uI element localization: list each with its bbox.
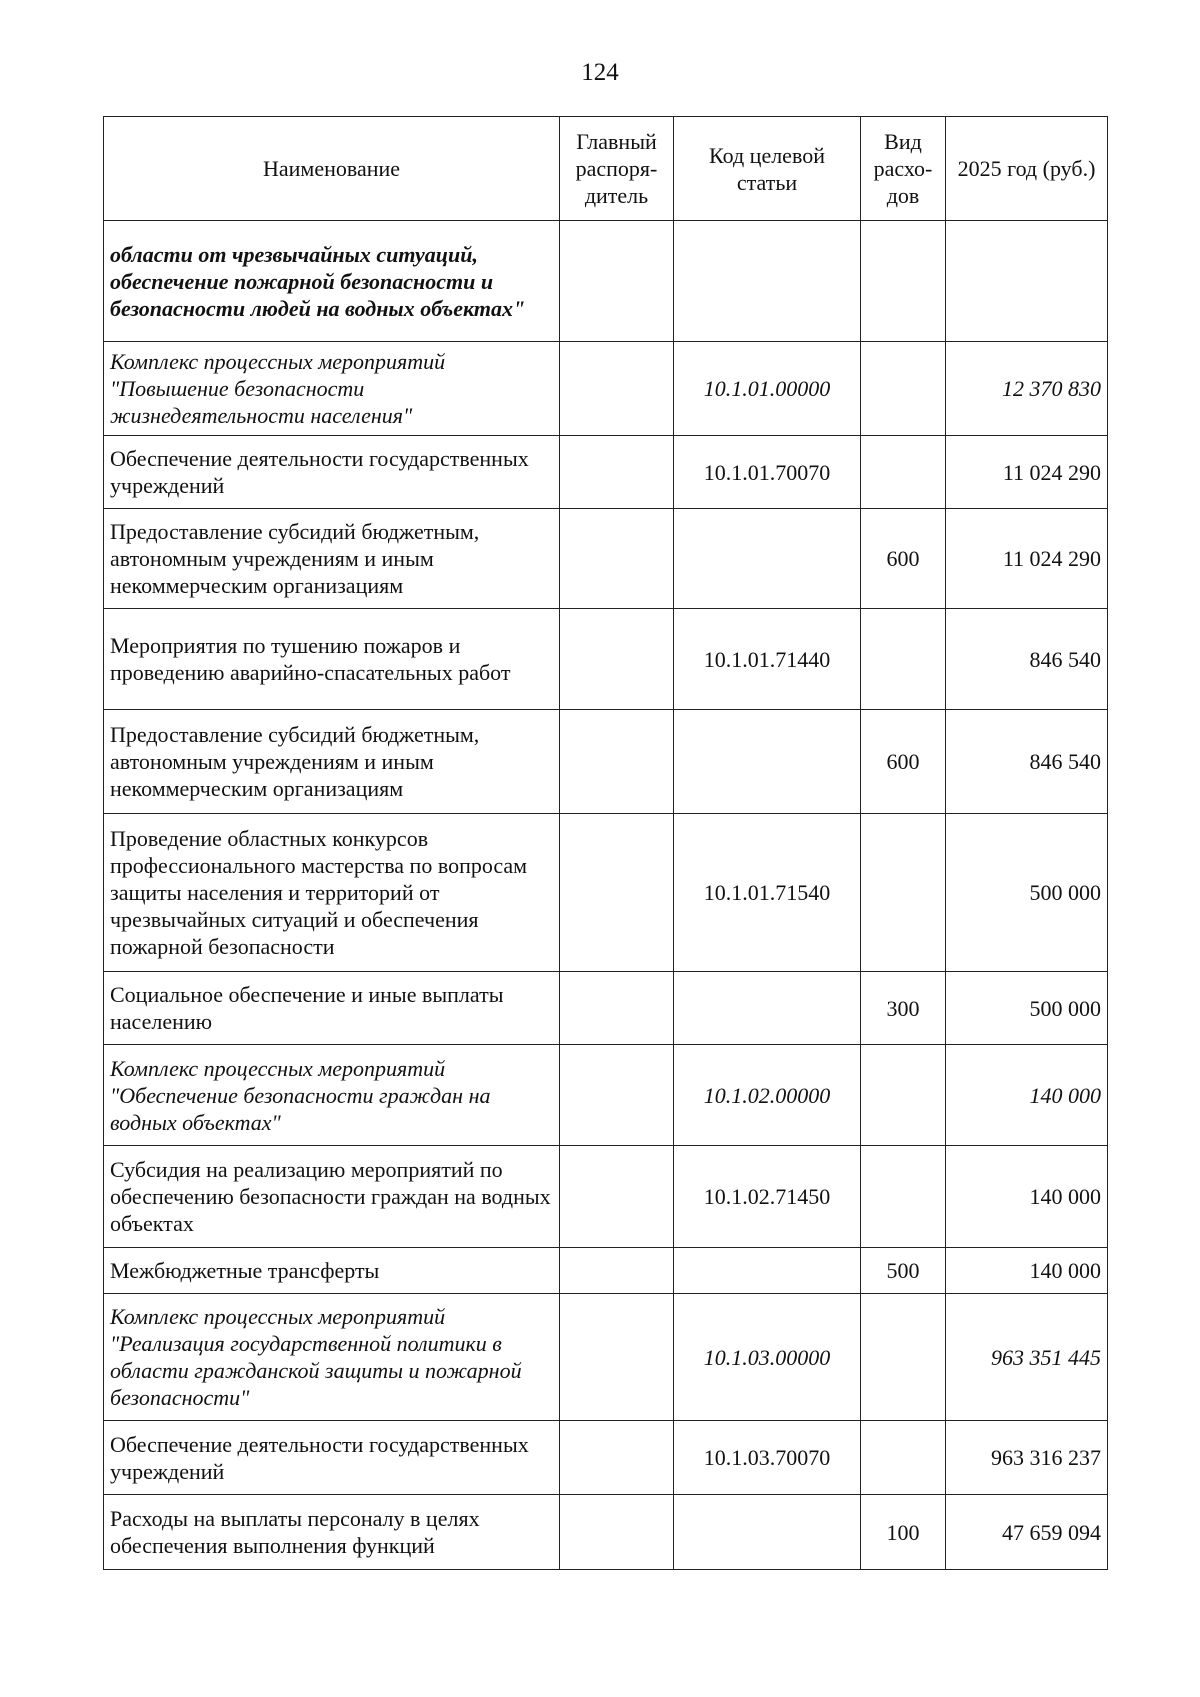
row-sum: 500 000 [946, 972, 1108, 1045]
row-name: Межбюджетные трансферты [104, 1248, 560, 1294]
row-sum: 500 000 [946, 814, 1108, 972]
row-code [674, 710, 861, 814]
row-name: Расходы на выплаты персоналу в целях обеспечения выполнения функций [104, 1495, 560, 1570]
row-name: Обеспечение деятельности государственных учреждений [104, 1421, 560, 1495]
table-row [104, 342, 1108, 436]
row-admin [560, 436, 674, 509]
row-admin [560, 509, 674, 609]
row-code [674, 1495, 861, 1570]
row-kind [861, 1146, 946, 1248]
row-kind: 600 [861, 710, 946, 814]
row-kind [861, 436, 946, 509]
table-row [104, 1495, 1108, 1570]
row-code: 10.1.01.70070 [674, 436, 861, 509]
row-sum: 140 000 [946, 1045, 1108, 1146]
row-admin [560, 1146, 674, 1248]
table-row [104, 509, 1108, 609]
row-admin [560, 1421, 674, 1495]
row-sum: 963 316 237 [946, 1421, 1108, 1495]
row-kind [861, 1045, 946, 1146]
row-name: Предоставление субсидий бюджетным, автономным учреждениям и иным некоммерческим организациям [104, 509, 560, 609]
row-kind [861, 1294, 946, 1421]
row-kind: 500 [861, 1248, 946, 1294]
row-code [674, 1248, 861, 1294]
table-row [104, 436, 1108, 509]
row-admin [560, 342, 674, 436]
row-kind [861, 342, 946, 436]
row-code: 10.1.02.71450 [674, 1146, 861, 1248]
row-sum: 140 000 [946, 1248, 1108, 1294]
header-admin: Главный распоря-дитель [560, 117, 674, 221]
budget-table [103, 116, 1108, 1570]
row-admin [560, 710, 674, 814]
row-kind [861, 221, 946, 342]
row-name: Предоставление субсидий бюджетным, автономным учреждениям и иным некоммерческим организациям [104, 710, 560, 814]
table-row [104, 221, 1108, 342]
row-name: области от чрезвычайных ситуаций, обеспечение пожарной безопасности и безопасности людей на водных объектах" [104, 221, 560, 342]
row-name: Комплекс процессных мероприятий "Повышение безопасности жизнедеятельности населения" [104, 342, 560, 436]
row-admin [560, 814, 674, 972]
table-row [104, 972, 1108, 1045]
row-name: Комплекс процессных мероприятий "Обеспечение безопасности граждан на водных объектах" [104, 1045, 560, 1146]
table-row [104, 1045, 1108, 1146]
header-kind: Вид расхо-дов [861, 117, 946, 221]
row-sum: 47 659 094 [946, 1495, 1108, 1570]
row-admin [560, 1248, 674, 1294]
row-name: Субсидия на реализацию мероприятий по обеспечению безопасности граждан на водных объектах [104, 1146, 560, 1248]
row-code: 10.1.01.71440 [674, 609, 861, 710]
row-kind [861, 814, 946, 972]
page-number: 124 [581, 59, 619, 86]
row-admin [560, 1294, 674, 1421]
row-sum: 11 024 290 [946, 509, 1108, 609]
row-sum [946, 221, 1108, 342]
table-header-row [104, 117, 1108, 221]
row-admin [560, 221, 674, 342]
row-admin [560, 1045, 674, 1146]
row-admin [560, 972, 674, 1045]
row-code [674, 509, 861, 609]
row-admin [560, 1495, 674, 1570]
table-row [104, 1146, 1108, 1248]
row-kind: 100 [861, 1495, 946, 1570]
row-code: 10.1.03.00000 [674, 1294, 861, 1421]
table-row [104, 1294, 1108, 1421]
row-name: Комплекс процессных мероприятий "Реализация государственной политики в области гражданской защиты и пожарной безопасности" [104, 1294, 560, 1421]
row-code: 10.1.02.00000 [674, 1045, 861, 1146]
row-sum: 12 370 830 [946, 342, 1108, 436]
row-kind [861, 609, 946, 710]
table-row [104, 1248, 1108, 1294]
row-kind [861, 1421, 946, 1495]
row-kind: 600 [861, 509, 946, 609]
row-sum: 846 540 [946, 710, 1108, 814]
row-sum: 140 000 [946, 1146, 1108, 1248]
header-name: Наименование [104, 117, 560, 221]
row-sum: 963 351 445 [946, 1294, 1108, 1421]
row-code: 10.1.01.71540 [674, 814, 861, 972]
row-name: Мероприятия по тушению пожаров и проведению аварийно-спасательных работ [104, 609, 560, 710]
row-code: 10.1.01.00000 [674, 342, 861, 436]
table-row [104, 710, 1108, 814]
row-name: Проведение областных конкурсов профессионального мастерства по вопросам защиты населения и территорий от чрезвычайных ситуаций и обеспечения пожарной безопасности [104, 814, 560, 972]
row-kind: 300 [861, 972, 946, 1045]
row-sum: 11 024 290 [946, 436, 1108, 509]
row-sum: 846 540 [946, 609, 1108, 710]
table-row [104, 814, 1108, 972]
row-code [674, 972, 861, 1045]
header-code: Код целевой статьи [674, 117, 861, 221]
row-name: Социальное обеспечение и иные выплаты населению [104, 972, 560, 1045]
row-code [674, 221, 861, 342]
table-row [104, 1421, 1108, 1495]
row-code: 10.1.03.70070 [674, 1421, 861, 1495]
table-row [104, 609, 1108, 710]
row-name: Обеспечение деятельности государственных учреждений [104, 436, 560, 509]
header-sum: 2025 год (руб.) [946, 117, 1108, 221]
row-admin [560, 609, 674, 710]
